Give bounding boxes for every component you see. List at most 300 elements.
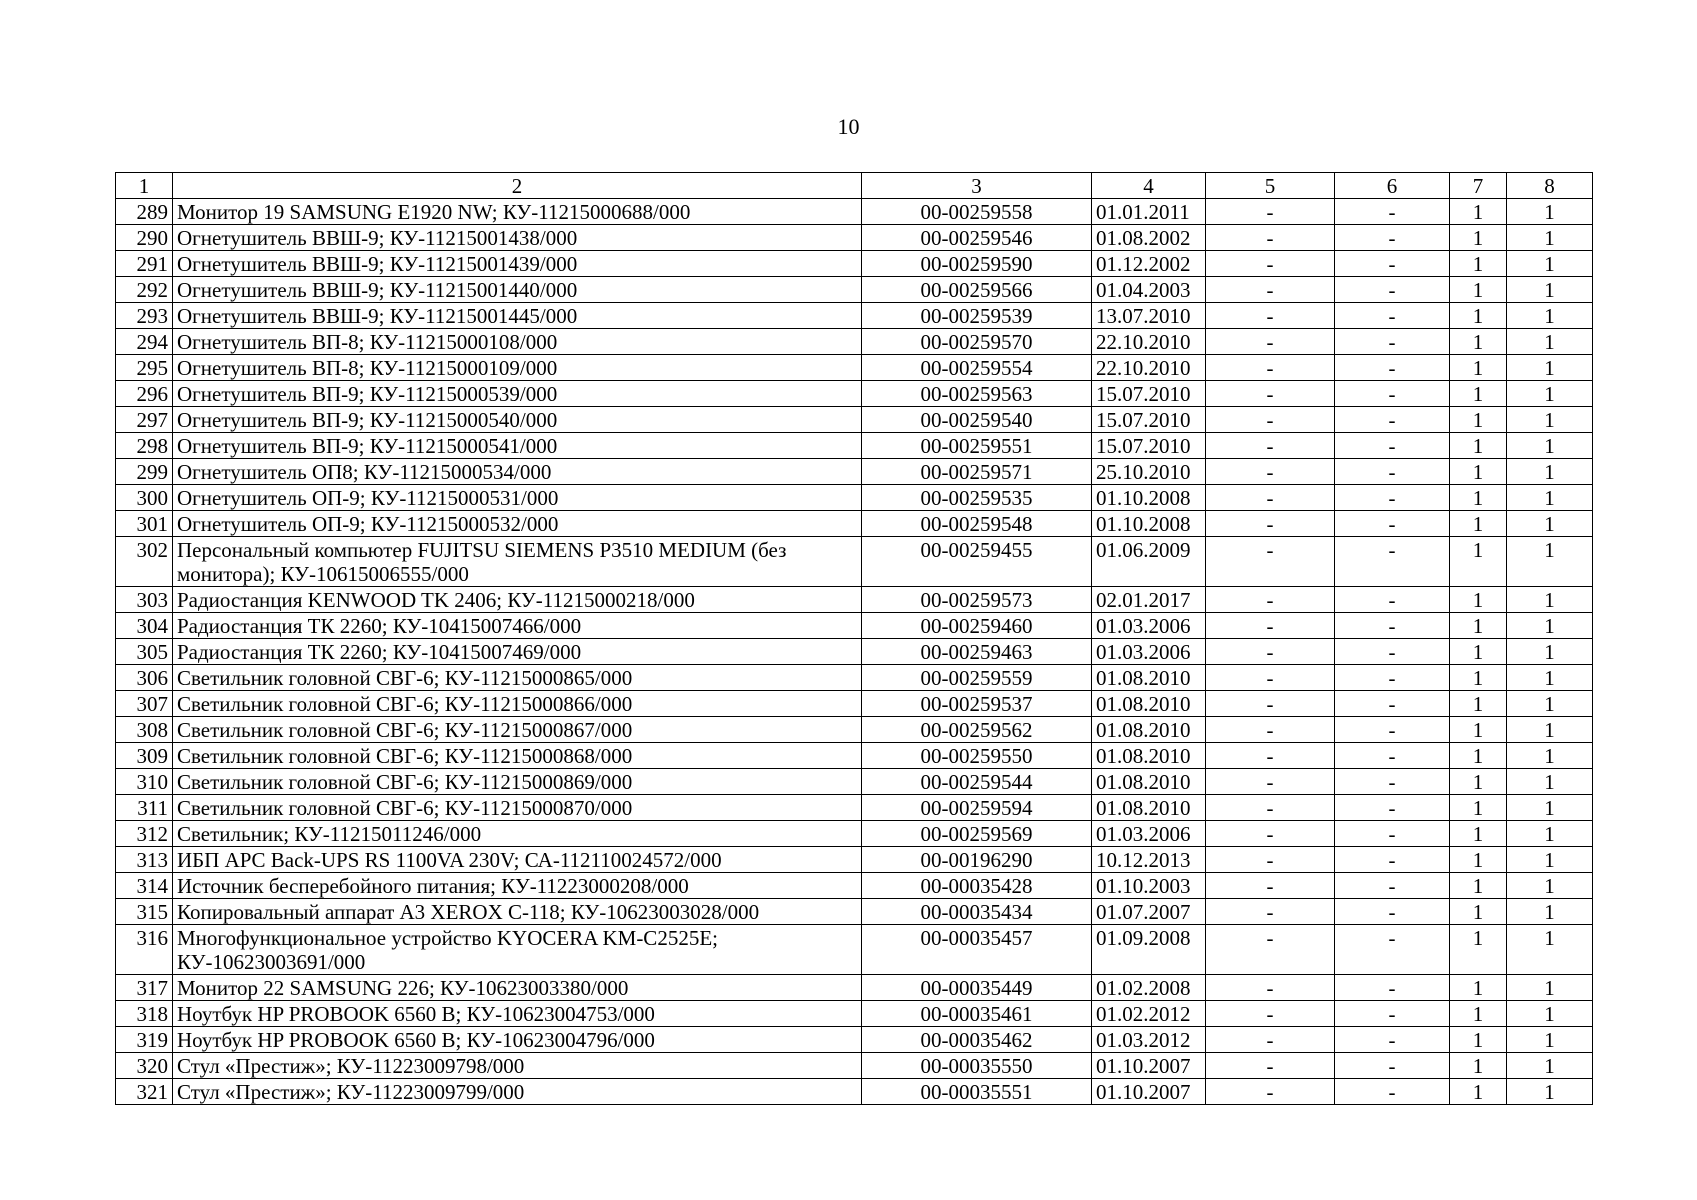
table-row bbox=[116, 251, 1593, 277]
row-number-cell: 307 bbox=[116, 691, 173, 717]
inventory-number-cell: 00-00035457 bbox=[862, 925, 1092, 975]
row-number-cell: 309 bbox=[116, 743, 173, 769]
row-number-cell: 315 bbox=[116, 899, 173, 925]
column-header: 5 bbox=[1206, 173, 1335, 199]
col7-cell: 1 bbox=[1450, 1079, 1507, 1105]
row-number-cell: 301 bbox=[116, 511, 173, 537]
col6-cell: - bbox=[1335, 407, 1450, 433]
col5-cell: - bbox=[1206, 199, 1335, 225]
col5-cell: - bbox=[1206, 613, 1335, 639]
table-row bbox=[116, 769, 1593, 795]
table-row bbox=[116, 587, 1593, 613]
col5-cell: - bbox=[1206, 1053, 1335, 1079]
col7-cell: 1 bbox=[1450, 511, 1507, 537]
col8-cell: 1 bbox=[1507, 613, 1593, 639]
row-number-cell: 293 bbox=[116, 303, 173, 329]
col7-cell: 1 bbox=[1450, 639, 1507, 665]
date-cell: 01.08.2010 bbox=[1092, 769, 1206, 795]
date-cell: 01.03.2006 bbox=[1092, 639, 1206, 665]
col5-cell: - bbox=[1206, 329, 1335, 355]
col6-cell: - bbox=[1335, 975, 1450, 1001]
date-cell: 01.08.2010 bbox=[1092, 717, 1206, 743]
inventory-number-cell: 00-00259559 bbox=[862, 665, 1092, 691]
col7-cell: 1 bbox=[1450, 225, 1507, 251]
row-number-cell: 318 bbox=[116, 1001, 173, 1027]
item-name-cell: Стул «Престиж»; КУ-11223009798/000 bbox=[173, 1053, 862, 1079]
col7-cell: 1 bbox=[1450, 847, 1507, 873]
inventory-number-cell: 00-00035461 bbox=[862, 1001, 1092, 1027]
col8-cell: 1 bbox=[1507, 303, 1593, 329]
table-row bbox=[116, 199, 1593, 225]
col7-cell: 1 bbox=[1450, 303, 1507, 329]
column-header: 8 bbox=[1507, 173, 1593, 199]
col8-cell: 1 bbox=[1507, 355, 1593, 381]
date-cell: 02.01.2017 bbox=[1092, 587, 1206, 613]
column-header: 1 bbox=[116, 173, 173, 199]
row-number-cell: 310 bbox=[116, 769, 173, 795]
table-row bbox=[116, 925, 1593, 975]
col8-cell: 1 bbox=[1507, 639, 1593, 665]
col5-cell: - bbox=[1206, 225, 1335, 251]
col6-cell: - bbox=[1335, 1053, 1450, 1079]
col7-cell: 1 bbox=[1450, 665, 1507, 691]
col8-cell: 1 bbox=[1507, 277, 1593, 303]
col6-cell: - bbox=[1335, 691, 1450, 717]
col7-cell: 1 bbox=[1450, 925, 1507, 975]
item-name-cell: Огнетушитель ВВШ-9; КУ-11215001440/000 bbox=[173, 277, 862, 303]
col6-cell: - bbox=[1335, 251, 1450, 277]
column-header: 2 bbox=[173, 173, 862, 199]
col6-cell: - bbox=[1335, 587, 1450, 613]
col6-cell: - bbox=[1335, 1001, 1450, 1027]
date-cell: 13.07.2010 bbox=[1092, 303, 1206, 329]
col7-cell: 1 bbox=[1450, 873, 1507, 899]
row-number-cell: 305 bbox=[116, 639, 173, 665]
col8-cell: 1 bbox=[1507, 1053, 1593, 1079]
col6-cell: - bbox=[1335, 199, 1450, 225]
row-number-cell: 291 bbox=[116, 251, 173, 277]
col6-cell: - bbox=[1335, 381, 1450, 407]
table-row bbox=[116, 691, 1593, 717]
col7-cell: 1 bbox=[1450, 717, 1507, 743]
item-name-cell: Огнетушитель ВВШ-9; КУ-11215001445/000 bbox=[173, 303, 862, 329]
inventory-table bbox=[115, 172, 1593, 1105]
date-cell: 01.03.2006 bbox=[1092, 821, 1206, 847]
date-cell: 15.07.2010 bbox=[1092, 381, 1206, 407]
item-name-cell: Радиостанция ТК 2260; КУ-10415007466/000 bbox=[173, 613, 862, 639]
col6-cell: - bbox=[1335, 899, 1450, 925]
col8-cell: 1 bbox=[1507, 329, 1593, 355]
table-row bbox=[116, 1001, 1593, 1027]
date-cell: 01.10.2007 bbox=[1092, 1079, 1206, 1105]
col6-cell: - bbox=[1335, 769, 1450, 795]
table-row bbox=[116, 1053, 1593, 1079]
col5-cell: - bbox=[1206, 821, 1335, 847]
inventory-number-cell: 00-00259539 bbox=[862, 303, 1092, 329]
col5-cell: - bbox=[1206, 277, 1335, 303]
date-cell: 01.06.2009 bbox=[1092, 537, 1206, 587]
table-row bbox=[116, 1027, 1593, 1053]
col5-cell: - bbox=[1206, 485, 1335, 511]
item-name-cell: Светильник головной СВГ-6; КУ-11215000866/000 bbox=[173, 691, 862, 717]
col7-cell: 1 bbox=[1450, 769, 1507, 795]
inventory-number-cell: 00-00259563 bbox=[862, 381, 1092, 407]
row-number-cell: 319 bbox=[116, 1027, 173, 1053]
col6-cell: - bbox=[1335, 665, 1450, 691]
row-number-cell: 295 bbox=[116, 355, 173, 381]
col6-cell: - bbox=[1335, 303, 1450, 329]
inventory-number-cell: 00-00259570 bbox=[862, 329, 1092, 355]
date-cell: 10.12.2013 bbox=[1092, 847, 1206, 873]
col8-cell: 1 bbox=[1507, 743, 1593, 769]
table-row bbox=[116, 485, 1593, 511]
col6-cell: - bbox=[1335, 1027, 1450, 1053]
col8-cell: 1 bbox=[1507, 925, 1593, 975]
col5-cell: - bbox=[1206, 639, 1335, 665]
col7-cell: 1 bbox=[1450, 355, 1507, 381]
inventory-number-cell: 00-00196290 bbox=[862, 847, 1092, 873]
column-header: 6 bbox=[1335, 173, 1450, 199]
row-number-cell: 314 bbox=[116, 873, 173, 899]
row-number-cell: 317 bbox=[116, 975, 173, 1001]
col8-cell: 1 bbox=[1507, 899, 1593, 925]
item-name-cell: Светильник головной СВГ-6; КУ-11215000868/000 bbox=[173, 743, 862, 769]
col7-cell: 1 bbox=[1450, 459, 1507, 485]
date-cell: 01.12.2002 bbox=[1092, 251, 1206, 277]
date-cell: 01.08.2010 bbox=[1092, 665, 1206, 691]
col8-cell: 1 bbox=[1507, 691, 1593, 717]
col8-cell: 1 bbox=[1507, 1027, 1593, 1053]
date-cell: 01.02.2008 bbox=[1092, 975, 1206, 1001]
col8-cell: 1 bbox=[1507, 769, 1593, 795]
col7-cell: 1 bbox=[1450, 199, 1507, 225]
item-name-cell: Светильник головной СВГ-6; КУ-11215000870/000 bbox=[173, 795, 862, 821]
table-row bbox=[116, 873, 1593, 899]
item-name-cell: Многофункциональное устройство KYOCERA KM-C2525E; КУ-10623003691/000 bbox=[173, 925, 862, 975]
date-cell: 01.10.2008 bbox=[1092, 485, 1206, 511]
date-cell: 01.08.2010 bbox=[1092, 691, 1206, 717]
col5-cell: - bbox=[1206, 251, 1335, 277]
col5-cell: - bbox=[1206, 899, 1335, 925]
row-number-cell: 321 bbox=[116, 1079, 173, 1105]
inventory-number-cell: 00-00259548 bbox=[862, 511, 1092, 537]
col7-cell: 1 bbox=[1450, 743, 1507, 769]
table-row bbox=[116, 537, 1593, 587]
col6-cell: - bbox=[1335, 821, 1450, 847]
table-body bbox=[116, 199, 1593, 1105]
col5-cell: - bbox=[1206, 355, 1335, 381]
col6-cell: - bbox=[1335, 537, 1450, 587]
col6-cell: - bbox=[1335, 613, 1450, 639]
col7-cell: 1 bbox=[1450, 1001, 1507, 1027]
table-row bbox=[116, 381, 1593, 407]
col8-cell: 1 bbox=[1507, 587, 1593, 613]
table-row bbox=[116, 303, 1593, 329]
col7-cell: 1 bbox=[1450, 407, 1507, 433]
inventory-number-cell: 00-00259562 bbox=[862, 717, 1092, 743]
table-row bbox=[116, 459, 1593, 485]
date-cell: 01.03.2006 bbox=[1092, 613, 1206, 639]
col7-cell: 1 bbox=[1450, 433, 1507, 459]
col7-cell: 1 bbox=[1450, 975, 1507, 1001]
inventory-number-cell: 00-00259537 bbox=[862, 691, 1092, 717]
col5-cell: - bbox=[1206, 691, 1335, 717]
date-cell: 25.10.2010 bbox=[1092, 459, 1206, 485]
inventory-number-cell: 00-00259463 bbox=[862, 639, 1092, 665]
col8-cell: 1 bbox=[1507, 1001, 1593, 1027]
col8-cell: 1 bbox=[1507, 251, 1593, 277]
table-row bbox=[116, 329, 1593, 355]
inventory-number-cell: 00-00035462 bbox=[862, 1027, 1092, 1053]
col8-cell: 1 bbox=[1507, 485, 1593, 511]
col6-cell: - bbox=[1335, 277, 1450, 303]
col5-cell: - bbox=[1206, 433, 1335, 459]
item-name-cell: Светильник; КУ-11215011246/000 bbox=[173, 821, 862, 847]
col8-cell: 1 bbox=[1507, 873, 1593, 899]
col8-cell: 1 bbox=[1507, 225, 1593, 251]
table-row bbox=[116, 975, 1593, 1001]
col6-cell: - bbox=[1335, 925, 1450, 975]
date-cell: 22.10.2010 bbox=[1092, 329, 1206, 355]
inventory-number-cell: 00-00259569 bbox=[862, 821, 1092, 847]
col7-cell: 1 bbox=[1450, 485, 1507, 511]
item-name-cell: Стул «Престиж»; КУ-11223009799/000 bbox=[173, 1079, 862, 1105]
row-number-cell: 299 bbox=[116, 459, 173, 485]
table-row bbox=[116, 847, 1593, 873]
inventory-number-cell: 00-00035434 bbox=[862, 899, 1092, 925]
inventory-number-cell: 00-00035428 bbox=[862, 873, 1092, 899]
col7-cell: 1 bbox=[1450, 329, 1507, 355]
col5-cell: - bbox=[1206, 587, 1335, 613]
col8-cell: 1 bbox=[1507, 459, 1593, 485]
date-cell: 01.08.2010 bbox=[1092, 743, 1206, 769]
date-cell: 01.08.2002 bbox=[1092, 225, 1206, 251]
item-name-cell: Копировальный аппарат А3 XEROX C-118; КУ-10623003028/000 bbox=[173, 899, 862, 925]
date-cell: 01.10.2008 bbox=[1092, 511, 1206, 537]
col6-cell: - bbox=[1335, 717, 1450, 743]
date-cell: 01.03.2012 bbox=[1092, 1027, 1206, 1053]
inventory-number-cell: 00-00259540 bbox=[862, 407, 1092, 433]
date-cell: 01.04.2003 bbox=[1092, 277, 1206, 303]
col8-cell: 1 bbox=[1507, 199, 1593, 225]
item-name-cell: Светильник головной СВГ-6; КУ-11215000869/000 bbox=[173, 769, 862, 795]
date-cell: 01.09.2008 bbox=[1092, 925, 1206, 975]
table-row bbox=[116, 821, 1593, 847]
header-row bbox=[116, 173, 1593, 199]
col5-cell: - bbox=[1206, 847, 1335, 873]
item-name-cell: Огнетушитель ВП-9; КУ-11215000540/000 bbox=[173, 407, 862, 433]
col7-cell: 1 bbox=[1450, 613, 1507, 639]
item-name-cell: Персональный компьютер FUJITSU SIEMENS P3510 MEDIUM (без монитора); КУ-10615006555/000 bbox=[173, 537, 862, 587]
row-number-cell: 312 bbox=[116, 821, 173, 847]
col5-cell: - bbox=[1206, 925, 1335, 975]
item-name-cell: Монитор 19 SAMSUNG E1920 NW; КУ-11215000688/000 bbox=[173, 199, 862, 225]
inventory-number-cell: 00-00259558 bbox=[862, 199, 1092, 225]
inventory-number-cell: 00-00259571 bbox=[862, 459, 1092, 485]
column-header: 3 bbox=[862, 173, 1092, 199]
row-number-cell: 311 bbox=[116, 795, 173, 821]
col6-cell: - bbox=[1335, 433, 1450, 459]
row-number-cell: 298 bbox=[116, 433, 173, 459]
item-name-cell: Огнетушитель ОП-9; КУ-11215000532/000 bbox=[173, 511, 862, 537]
col5-cell: - bbox=[1206, 511, 1335, 537]
date-cell: 22.10.2010 bbox=[1092, 355, 1206, 381]
col7-cell: 1 bbox=[1450, 795, 1507, 821]
row-number-cell: 302 bbox=[116, 537, 173, 587]
item-name-cell: Источник бесперебойного питания; КУ-11223000208/000 bbox=[173, 873, 862, 899]
table-row bbox=[116, 639, 1593, 665]
col8-cell: 1 bbox=[1507, 821, 1593, 847]
table-row bbox=[116, 433, 1593, 459]
col7-cell: 1 bbox=[1450, 1027, 1507, 1053]
item-name-cell: Огнетушитель ОП8; КУ-11215000534/000 bbox=[173, 459, 862, 485]
inventory-number-cell: 00-00259546 bbox=[862, 225, 1092, 251]
date-cell: 01.07.2007 bbox=[1092, 899, 1206, 925]
inventory-number-cell: 00-00035449 bbox=[862, 975, 1092, 1001]
table-row bbox=[116, 743, 1593, 769]
row-number-cell: 304 bbox=[116, 613, 173, 639]
table-row bbox=[116, 511, 1593, 537]
inventory-number-cell: 00-00259550 bbox=[862, 743, 1092, 769]
row-number-cell: 320 bbox=[116, 1053, 173, 1079]
table-row bbox=[116, 665, 1593, 691]
inventory-number-cell: 00-00035550 bbox=[862, 1053, 1092, 1079]
col7-cell: 1 bbox=[1450, 1053, 1507, 1079]
page-number: 10 bbox=[837, 114, 860, 139]
item-name-cell: Светильник головной СВГ-6; КУ-11215000867/000 bbox=[173, 717, 862, 743]
col6-cell: - bbox=[1335, 329, 1450, 355]
date-cell: 01.01.2011 bbox=[1092, 199, 1206, 225]
col5-cell: - bbox=[1206, 407, 1335, 433]
row-number-cell: 313 bbox=[116, 847, 173, 873]
inventory-number-cell: 00-00259590 bbox=[862, 251, 1092, 277]
inventory-number-cell: 00-00259566 bbox=[862, 277, 1092, 303]
date-cell: 15.07.2010 bbox=[1092, 433, 1206, 459]
col6-cell: - bbox=[1335, 743, 1450, 769]
date-cell: 01.10.2007 bbox=[1092, 1053, 1206, 1079]
item-name-cell: Огнетушитель ВП-9; КУ-11215000539/000 bbox=[173, 381, 862, 407]
col8-cell: 1 bbox=[1507, 847, 1593, 873]
row-number-cell: 290 bbox=[116, 225, 173, 251]
col6-cell: - bbox=[1335, 225, 1450, 251]
row-number-cell: 294 bbox=[116, 329, 173, 355]
row-number-cell: 308 bbox=[116, 717, 173, 743]
col5-cell: - bbox=[1206, 303, 1335, 329]
col7-cell: 1 bbox=[1450, 251, 1507, 277]
col5-cell: - bbox=[1206, 975, 1335, 1001]
date-cell: 15.07.2010 bbox=[1092, 407, 1206, 433]
inventory-number-cell: 00-00259573 bbox=[862, 587, 1092, 613]
col5-cell: - bbox=[1206, 459, 1335, 485]
inventory-number-cell: 00-00259460 bbox=[862, 613, 1092, 639]
col5-cell: - bbox=[1206, 665, 1335, 691]
item-name-cell: Огнетушитель ВВШ-9; КУ-11215001439/000 bbox=[173, 251, 862, 277]
col5-cell: - bbox=[1206, 743, 1335, 769]
column-header: 7 bbox=[1450, 173, 1507, 199]
col5-cell: - bbox=[1206, 537, 1335, 587]
row-number-cell: 297 bbox=[116, 407, 173, 433]
col6-cell: - bbox=[1335, 873, 1450, 899]
item-name-cell: Светильник головной СВГ-6; КУ-11215000865/000 bbox=[173, 665, 862, 691]
item-name-cell: Огнетушитель ВП-8; КУ-11215000108/000 bbox=[173, 329, 862, 355]
col5-cell: - bbox=[1206, 795, 1335, 821]
col6-cell: - bbox=[1335, 847, 1450, 873]
item-name-cell: Огнетушитель ВП-9; КУ-11215000541/000 bbox=[173, 433, 862, 459]
row-number-cell: 306 bbox=[116, 665, 173, 691]
col5-cell: - bbox=[1206, 381, 1335, 407]
col6-cell: - bbox=[1335, 511, 1450, 537]
col6-cell: - bbox=[1335, 355, 1450, 381]
item-name-cell: Радиостанция KENWOOD TK 2406; КУ-11215000218/000 bbox=[173, 587, 862, 613]
col8-cell: 1 bbox=[1507, 433, 1593, 459]
col6-cell: - bbox=[1335, 485, 1450, 511]
col5-cell: - bbox=[1206, 1027, 1335, 1053]
inventory-number-cell: 00-00259544 bbox=[862, 769, 1092, 795]
column-header: 4 bbox=[1092, 173, 1206, 199]
table-row bbox=[116, 1079, 1593, 1105]
item-name-cell: Ноутбук HP PROBOOK 6560 B; КУ-10623004796/000 bbox=[173, 1027, 862, 1053]
date-cell: 01.02.2012 bbox=[1092, 1001, 1206, 1027]
table-row bbox=[116, 355, 1593, 381]
col7-cell: 1 bbox=[1450, 277, 1507, 303]
col6-cell: - bbox=[1335, 1079, 1450, 1105]
row-number-cell: 292 bbox=[116, 277, 173, 303]
col8-cell: 1 bbox=[1507, 537, 1593, 587]
col6-cell: - bbox=[1335, 639, 1450, 665]
item-name-cell: Ноутбук HP PROBOOK 6560 B; КУ-10623004753/000 bbox=[173, 1001, 862, 1027]
col5-cell: - bbox=[1206, 769, 1335, 795]
col8-cell: 1 bbox=[1507, 975, 1593, 1001]
inventory-number-cell: 00-00035551 bbox=[862, 1079, 1092, 1105]
inventory-number-cell: 00-00259535 bbox=[862, 485, 1092, 511]
item-name-cell: Монитор 22 SAMSUNG 226; КУ-10623003380/000 bbox=[173, 975, 862, 1001]
date-cell: 01.10.2003 bbox=[1092, 873, 1206, 899]
col7-cell: 1 bbox=[1450, 691, 1507, 717]
col7-cell: 1 bbox=[1450, 899, 1507, 925]
table-row bbox=[116, 407, 1593, 433]
row-number-cell: 300 bbox=[116, 485, 173, 511]
inventory-number-cell: 00-00259551 bbox=[862, 433, 1092, 459]
col5-cell: - bbox=[1206, 1001, 1335, 1027]
col5-cell: - bbox=[1206, 717, 1335, 743]
col5-cell: - bbox=[1206, 1079, 1335, 1105]
col8-cell: 1 bbox=[1507, 381, 1593, 407]
item-name-cell: ИБП APC Back-UPS RS 1100VA 230V; СА-112110024572/000 bbox=[173, 847, 862, 873]
item-name-cell: Радиостанция ТК 2260; КУ-10415007469/000 bbox=[173, 639, 862, 665]
inventory-number-cell: 00-00259455 bbox=[862, 537, 1092, 587]
item-name-cell: Огнетушитель ВВШ-9; КУ-11215001438/000 bbox=[173, 225, 862, 251]
inventory-number-cell: 00-00259594 bbox=[862, 795, 1092, 821]
table-row bbox=[116, 613, 1593, 639]
col8-cell: 1 bbox=[1507, 511, 1593, 537]
col7-cell: 1 bbox=[1450, 587, 1507, 613]
col6-cell: - bbox=[1335, 459, 1450, 485]
col7-cell: 1 bbox=[1450, 381, 1507, 407]
col5-cell: - bbox=[1206, 873, 1335, 899]
table-row bbox=[116, 277, 1593, 303]
col8-cell: 1 bbox=[1507, 1079, 1593, 1105]
col8-cell: 1 bbox=[1507, 407, 1593, 433]
col7-cell: 1 bbox=[1450, 537, 1507, 587]
table-row bbox=[116, 899, 1593, 925]
row-number-cell: 296 bbox=[116, 381, 173, 407]
item-name-cell: Огнетушитель ВП-8; КУ-11215000109/000 bbox=[173, 355, 862, 381]
col6-cell: - bbox=[1335, 795, 1450, 821]
col8-cell: 1 bbox=[1507, 717, 1593, 743]
item-name-cell: Огнетушитель ОП-9; КУ-11215000531/000 bbox=[173, 485, 862, 511]
date-cell: 01.08.2010 bbox=[1092, 795, 1206, 821]
table-row bbox=[116, 225, 1593, 251]
